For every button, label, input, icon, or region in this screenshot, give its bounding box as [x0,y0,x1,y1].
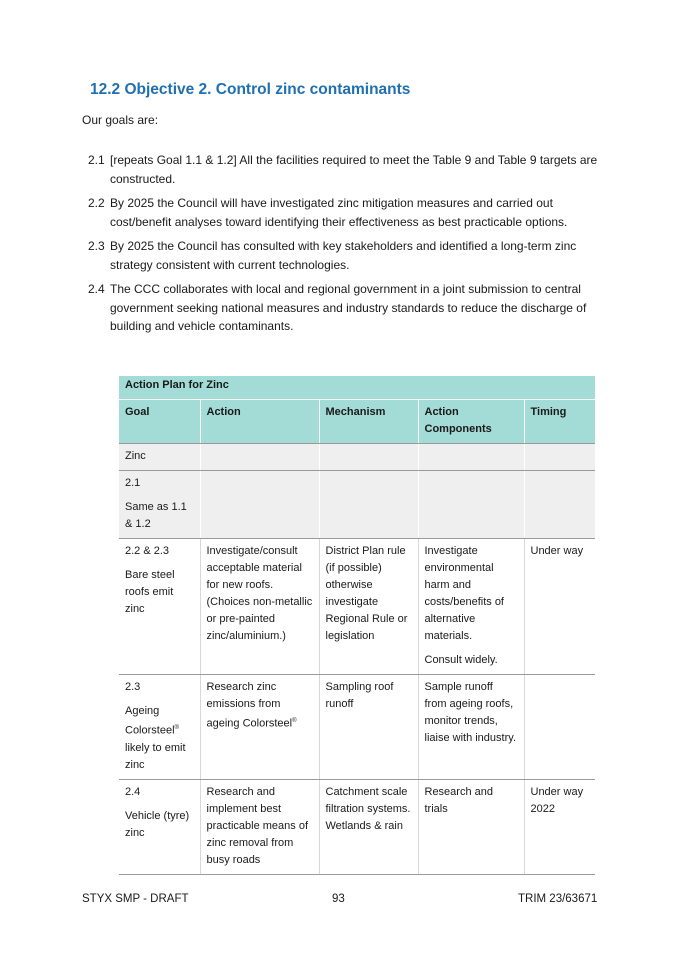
cell-action [200,444,319,471]
cell-timing: Under way 2022 [524,779,595,874]
goal-item [88,280,598,336]
cell-action: Investigate/consult acceptable material for new roofs. (Choices non-metallic or pre-painted zinc/aluminium.) [200,539,319,675]
table-title: Action Plan for Zinc [119,376,595,400]
cell-timing [524,675,595,780]
goals-list [88,151,598,342]
goal-number: 2.1 [125,477,141,489]
cell-goal [119,539,200,675]
action-text: Research zinc emissions from ageing Colorsteel [206,681,293,730]
cell-mechanism [319,471,418,539]
components-text: Consult widely. [424,654,498,666]
footer-trim-reference: TRIM 23/63671 [518,893,598,905]
header-mechanism: Mechanism [319,400,418,444]
section-heading: 12.2 Objective 2. Control zinc contaminants [90,81,411,98]
cell-mechanism: Sampling roof runoff [319,675,418,780]
header-action: Action [200,400,319,444]
table-row [119,471,595,539]
table-row [119,539,595,675]
table-title-row [119,376,595,400]
goal-text: [repeats Goal 1.1 & 1.2] All the facilities required to meet the Table 9 and Table 9 targets are constructed. [110,153,598,186]
page-number: 93 [332,893,345,905]
goal-number: 2.4 [88,282,105,296]
header-goal: Goal [119,400,200,444]
cell-components [418,471,524,539]
goal-text: By 2025 the Council has consulted with key stakeholders and identified a long-term zinc strategy consistent with current technologies. [110,239,577,272]
cell-goal [119,675,200,780]
goal-number: 2.1 [88,153,105,167]
cell-timing [524,471,595,539]
goal-text: By 2025 the Council will have investigated zinc mitigation measures and carried out cost/benefit analyses toward identifying their effectiveness as best practicable options. [110,196,568,229]
intro-text: Our goals are: [82,113,159,127]
components-text: Investigate environmental harm and costs/benefits of alternative materials. [424,545,504,642]
goal-text: The CCC collaborates with local and regional government in a joint submission to central government seeking national measures and industry standards to reduce the discharge of building and vehicle contaminants. [110,282,587,333]
cell-goal [119,779,200,874]
table-row [119,444,595,471]
registered-mark: ® [292,718,297,724]
goal-number: 2.3 [88,239,105,253]
cell-components [418,444,524,471]
cell-action: Research and implement best practicable means of zinc removal from busy roads [200,779,319,874]
cell-components: Research and trials [418,779,524,874]
goal-description [125,703,194,774]
cell-action [200,675,319,780]
header-components: Action Components [418,400,524,444]
goal-description: Same as 1.1 & 1.2 [125,501,187,530]
header-timing: Timing [524,400,595,444]
goal-description-text: Ageing Colorsteel [125,705,175,737]
goal-item [88,237,598,274]
table-row [119,779,595,874]
goal-number: 2.2 [88,196,105,210]
cell-timing [524,444,595,471]
goal-description-text: likely to emit zinc [125,741,186,771]
cell-timing: Under way [524,539,595,675]
footer-document-label: STYX SMP - DRAFT [82,893,189,905]
cell-mechanism: Catchment scale filtration systems. Wetlands & rain [319,779,418,874]
cell-components [418,539,524,675]
goal-description: Vehicle (tyre) zinc [125,809,190,839]
cell-mechanism: District Plan rule (if possible) otherwise investigate Regional Rule or legislation [319,539,418,675]
cell-components: Sample runoff from ageing roofs, monitor trends, liaise with industry. [418,675,524,780]
cell-mechanism [319,444,418,471]
action-plan-table [119,376,595,875]
cell-goal [119,471,200,539]
goal-number: 2.2 & 2.3 [125,545,170,557]
table-header-row [119,400,595,444]
cell-goal: Zinc [119,444,200,471]
registered-mark: ® [174,725,179,731]
goal-item [88,194,598,231]
table-row [119,675,595,780]
goal-number: 2.3 [125,681,141,693]
cell-action [200,471,319,539]
goal-description: Bare steel roofs emit zinc [125,569,175,615]
goal-item [88,151,598,188]
goal-number: 2.4 [125,785,141,798]
